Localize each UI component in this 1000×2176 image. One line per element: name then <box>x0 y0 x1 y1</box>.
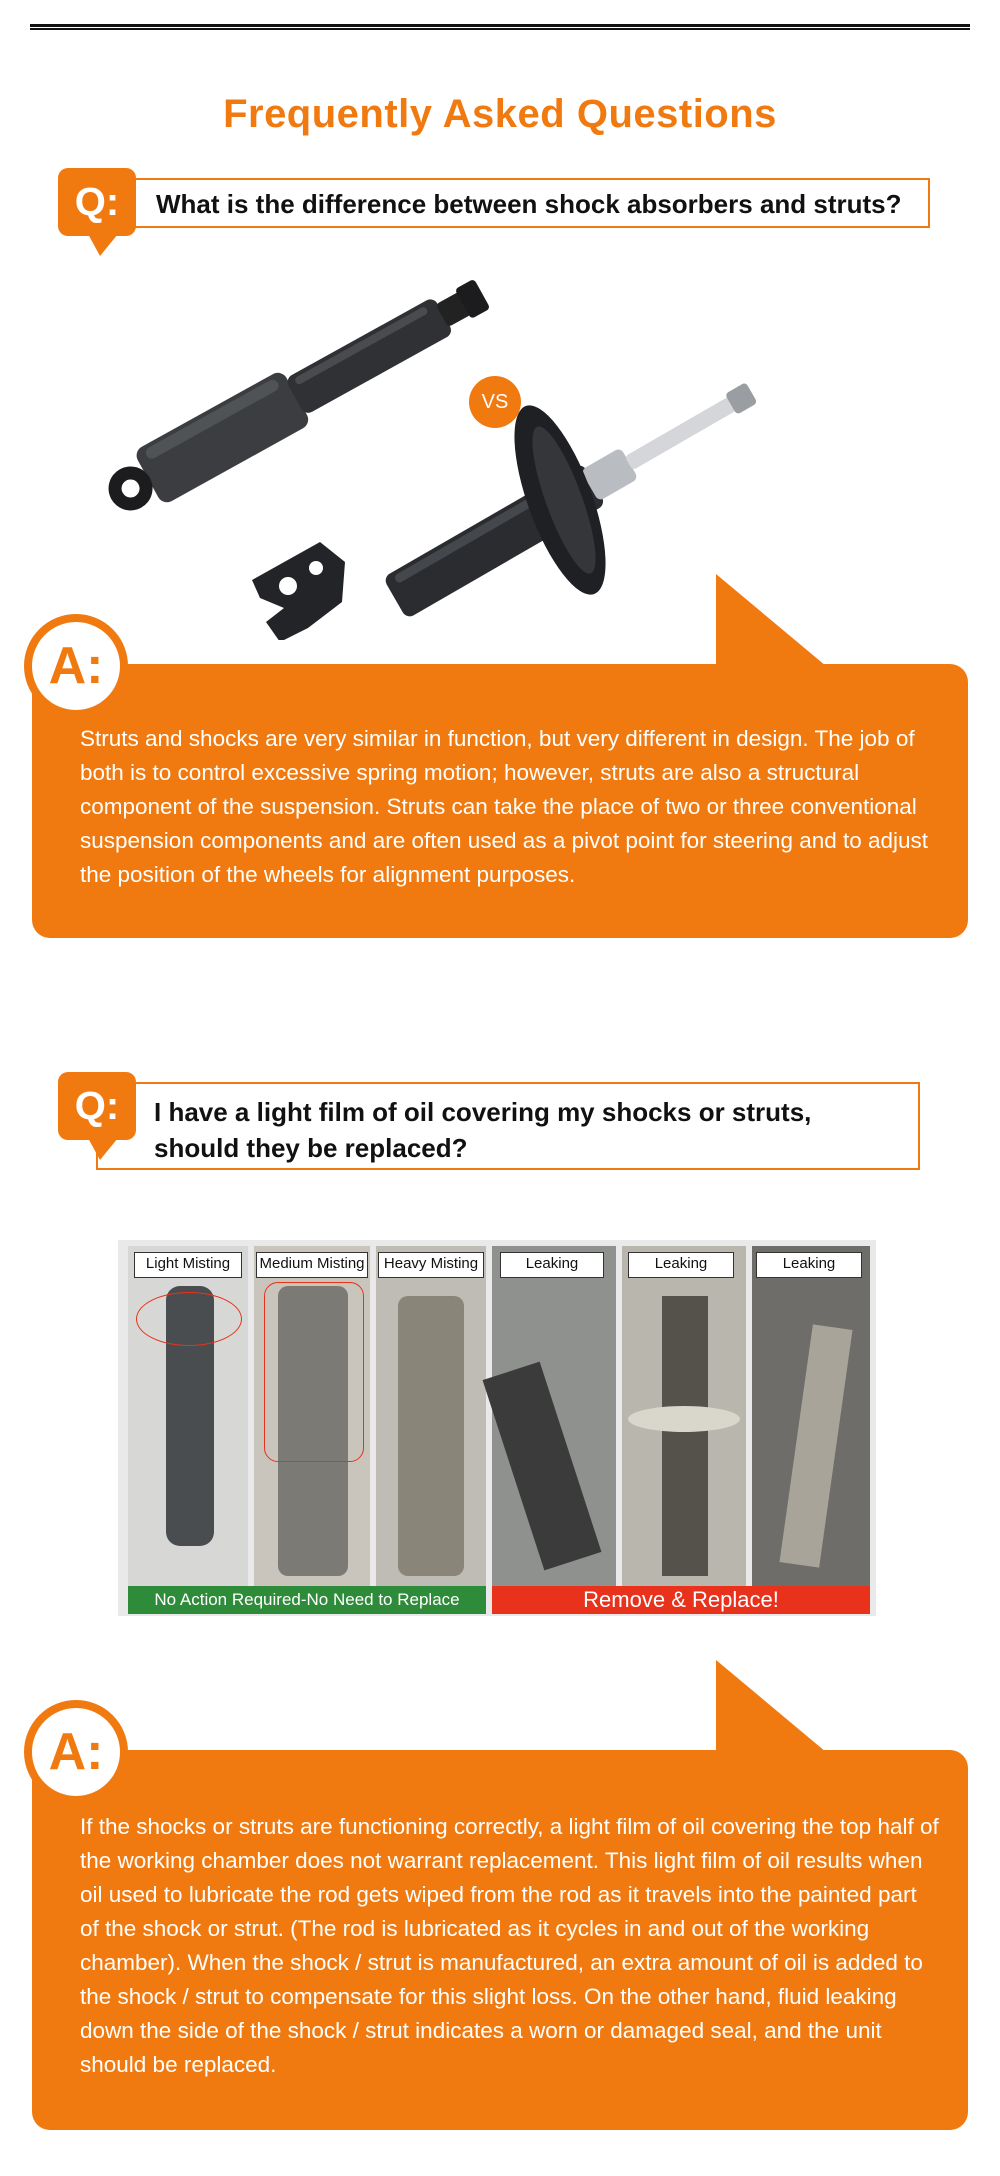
answer-badge-label: A: <box>48 1723 104 1781</box>
top-divider <box>30 24 970 30</box>
shock-body <box>398 1296 464 1576</box>
answer-badge-label: A: <box>48 637 104 695</box>
answer-badge-2 <box>24 1700 128 1804</box>
panel-label-5: Leaking <box>628 1252 734 1278</box>
remove-replace-band: Remove & Replace! <box>492 1586 870 1614</box>
panel-label-2: Medium Misting <box>256 1252 368 1278</box>
question-badge-label: Q: <box>74 1083 120 1128</box>
photo-panel-light-misting <box>128 1246 248 1586</box>
question-badge-tail-2 <box>88 1138 118 1160</box>
highlight-ellipse <box>136 1292 242 1346</box>
question-badge-label: Q: <box>74 179 120 224</box>
photo-panel-leaking-1 <box>492 1246 616 1586</box>
answer-text-2: If the shocks or struts are functioning correctly, a light film of oil covering the top half of the working chamber does not warrant replacement. This light film of oil results when oil used to lubricate the rod gets wiped from the rod as it travels into the painted part of the shock or strut. (The rod is lubricated as it cycles in and out of the working chamber). When the shock / strut is manufactured, an extra amount of oil is added to the shock / strut to compensate for this slight loss. On the other hand, fluid leaking down the side of the shock / strut indicates a worn or damaged seal, and the unit should be replaced. <box>80 1814 939 2077</box>
question-box-1 <box>96 178 930 228</box>
vs-label: VS <box>481 390 509 413</box>
answer-bubble-tail-1 <box>716 574 826 666</box>
photo-panel-heavy-misting <box>376 1246 486 1586</box>
shock-absorber-image <box>96 266 497 526</box>
answer-panel-2 <box>32 1750 968 2130</box>
photo-panel-leaking-2 <box>622 1246 746 1586</box>
question-text-1: What is the difference between shock absorbers and struts? <box>156 189 902 219</box>
panel-label-1: Light Misting <box>134 1252 242 1278</box>
oil-misting-comparison-photo <box>118 1240 876 1616</box>
question-text-2: I have a light film of oil covering my shocks or struts, should they be replaced? <box>154 1097 812 1163</box>
question-box-2 <box>96 1082 920 1170</box>
answer-bubble-tail-2 <box>716 1660 826 1752</box>
photo-panel-medium-misting <box>254 1246 370 1586</box>
panel-label-6: Leaking <box>756 1252 862 1278</box>
page-title: Frequently Asked Questions <box>223 92 777 136</box>
panel-label-4: Leaking <box>500 1252 604 1278</box>
question-badge-1 <box>58 168 136 236</box>
no-action-band: No Action Required-No Need to Replace <box>128 1586 486 1614</box>
answer-badge-1 <box>24 614 128 718</box>
answer-panel-1 <box>32 664 968 938</box>
highlight-ellipse <box>264 1282 364 1462</box>
strut-body <box>662 1296 708 1576</box>
question-badge-2 <box>58 1072 136 1140</box>
answer-text-1: Struts and shocks are very similar in function, but very different in design. The job of both is to control excessive spring motion; however, struts are also a structural component of the suspension. Struts can take the place of two or three conventional suspension components and are often used as a pivot point for steering and to adjust the position of the wheels for alignment purposes. <box>80 726 929 887</box>
strut-body <box>483 1362 602 1571</box>
panel-label-3: Heavy Misting <box>378 1252 484 1278</box>
photo-panel-leaking-3 <box>752 1246 870 1586</box>
coil-spring <box>628 1406 740 1432</box>
strut-body <box>779 1324 852 1567</box>
vs-badge <box>469 376 521 428</box>
